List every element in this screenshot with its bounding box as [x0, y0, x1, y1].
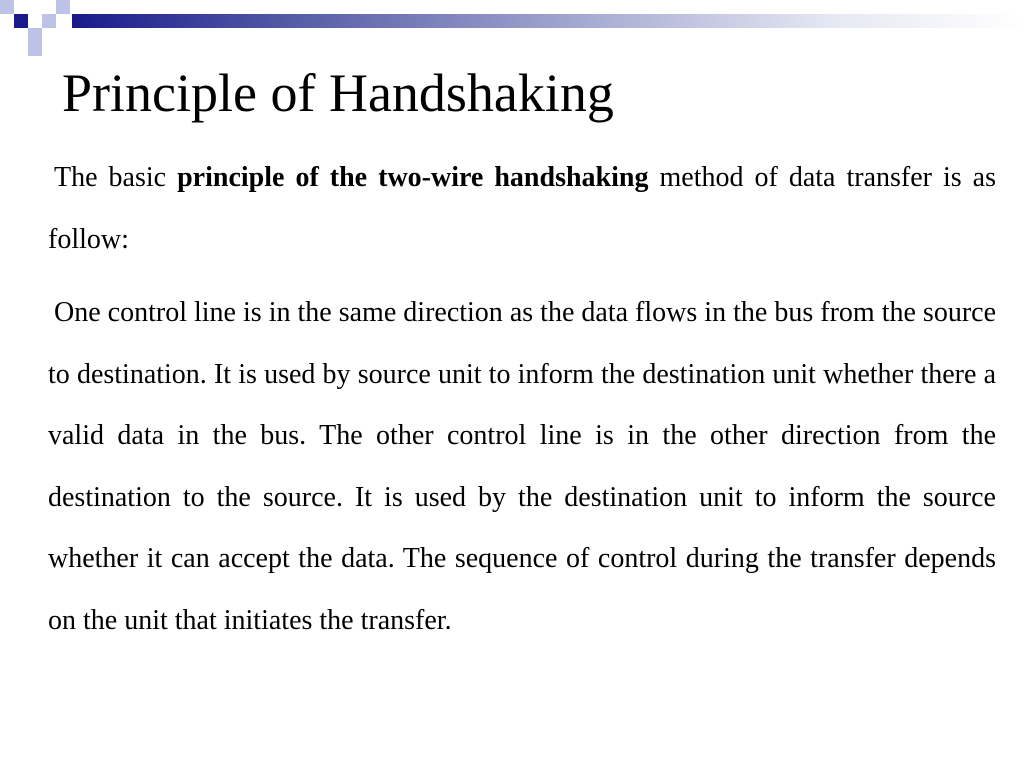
slide-body — [48, 147, 996, 651]
decorative-square — [42, 14, 56, 28]
decorative-square — [0, 0, 14, 14]
decorative-square — [28, 28, 42, 42]
detail-paragraph: One control line is in the same direction as the data flows in the bus from the source to destination. It is used by source unit to inform the destination unit whether there a valid data in the bus. The other control line is in the other direction from the destination to the source. It is used by the destination unit to inform the source whether it can accept the data. The sequence of control during the transfer depends on the unit that initiates the transfer. — [48, 297, 996, 636]
intro-lead-text: The basic — [54, 162, 178, 193]
decorative-square — [14, 14, 28, 28]
decorative-square — [56, 0, 70, 14]
intro-tail-text: method of data transfer is as follow: — [48, 162, 996, 255]
header-gradient-bar — [72, 14, 1024, 28]
intro-emphasis-text: principle of the two-wire handshaking — [177, 162, 649, 193]
intro-paragraph — [48, 147, 996, 270]
decorative-square — [14, 0, 28, 14]
decorative-square — [28, 42, 42, 56]
decorative-square — [42, 42, 56, 56]
slide-title: Principle of Handshaking — [62, 63, 614, 123]
